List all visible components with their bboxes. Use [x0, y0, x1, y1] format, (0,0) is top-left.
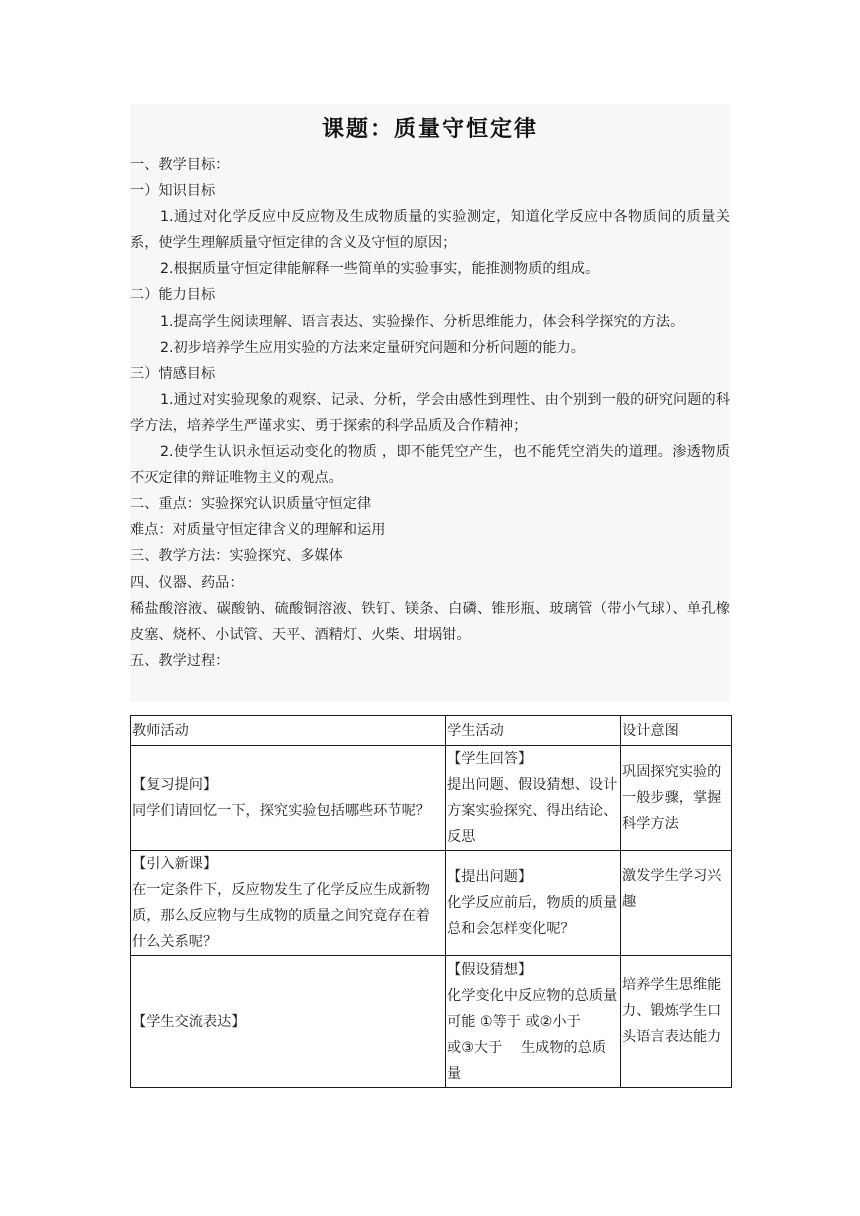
- ability-item-2: 2.初步培养学生应用实验的方法来定量研究问题和分析问题的能力。: [160, 339, 585, 356]
- section-heading-process: 五、教学过程：: [130, 652, 230, 669]
- table-row: [131, 956, 732, 1088]
- materials-list: 稀盐酸溶液、碳酸钠、硫酸铜溶液、铁钉、镁条、白磷、锥形瓶、玻璃管（带小气球）、单孔橡皮塞、烧杯、小试管、天平、酒精灯、火柴、坩埚钳。: [130, 600, 730, 643]
- design-intent-cell: 激发学生学习兴趣: [621, 851, 732, 956]
- emotion-item-2: 2.使学生认识永恒运动变化的物质 ，即不能凭空产生，也不能凭空消失的道理。渗透物质不灭定律的辩证唯物主义的观点。: [130, 444, 730, 487]
- design-intent-cell: 培养学生思维能力、锻炼学生口头语言表达能力: [621, 956, 732, 1088]
- table-header-row: [131, 716, 732, 746]
- section-heading-materials: 四、仪器、药品：: [130, 574, 244, 591]
- table-row: [131, 746, 732, 851]
- header-student-activity: 学生活动: [446, 716, 621, 746]
- table-row: [131, 851, 732, 956]
- student-activity-cell: 【假设猜想】 化学变化中反应物的总质量可能 ①等于 或②小于 或③大于 生成物的总质量: [446, 956, 621, 1088]
- student-activity-cell: 【提出问题】 化学反应前后，物质的质量总和会怎样变化呢？: [446, 851, 621, 956]
- ability-item-1: 1.提高学生阅读理解、语言表达、实验操作、分析思维能力，体会科学探究的方法。: [160, 313, 685, 330]
- header-teacher-activity: 教师活动: [131, 716, 446, 746]
- key-point: 二、重点：实验探究认识质量守恒定律: [130, 496, 372, 513]
- header-design-intent: 设计意图: [621, 716, 732, 746]
- teacher-activity-cell: 【引入新课】 在一定条件下，反应物发生了化学反应生成新物质，那么反应物与生成物的质量之间究竟存在着什么关系呢？: [131, 851, 446, 956]
- knowledge-item-2: 2.根据质量守恒定律能解释一些简单的实验事实，能推测物质的组成。: [160, 261, 600, 278]
- subheading-emotion: 三）情感目标: [130, 365, 216, 382]
- section-heading-objectives: 一、教学目标：: [130, 157, 230, 173]
- teacher-activity-cell: 【复习提问】 同学们请回忆一下，探究实验包括哪些环节呢？: [131, 746, 446, 851]
- knowledge-item-1: 1.通过对化学反应中反应物及生成物质量的实验测定，知道化学反应中各物质间的质量关系，使学生理解质量守恒定律的含义及守恒的原因；: [130, 209, 730, 252]
- page-title: 课题：质量守恒定律: [321, 117, 538, 142]
- teacher-activity-cell: 【学生交流表达】: [131, 956, 446, 1088]
- emotion-item-1: 1.通过对实验现象的观察、记录、分析，学会由感性到理性、由个别到一般的研究问题的科学方法，培养学生严谨求实、勇于探索的科学品质及合作精神；: [130, 391, 730, 434]
- difficult-point: 难点：对质量守恒定律含义的理解和运用: [130, 522, 386, 539]
- teaching-process-table: [130, 715, 732, 1088]
- student-activity-cell: 【学生回答】 提出问题、假设猜想、设计方案实验探究、得出结论、反思: [446, 746, 621, 851]
- subheading-ability: 二）能力目标: [130, 287, 216, 304]
- subheading-knowledge: 一）知识目标: [130, 183, 216, 200]
- document-body: [130, 152, 730, 674]
- teaching-method: 三、教学方法：实验探究、多媒体: [130, 548, 343, 565]
- design-intent-cell: 巩固探究实验的一般步骤，掌握科学方法: [621, 746, 732, 851]
